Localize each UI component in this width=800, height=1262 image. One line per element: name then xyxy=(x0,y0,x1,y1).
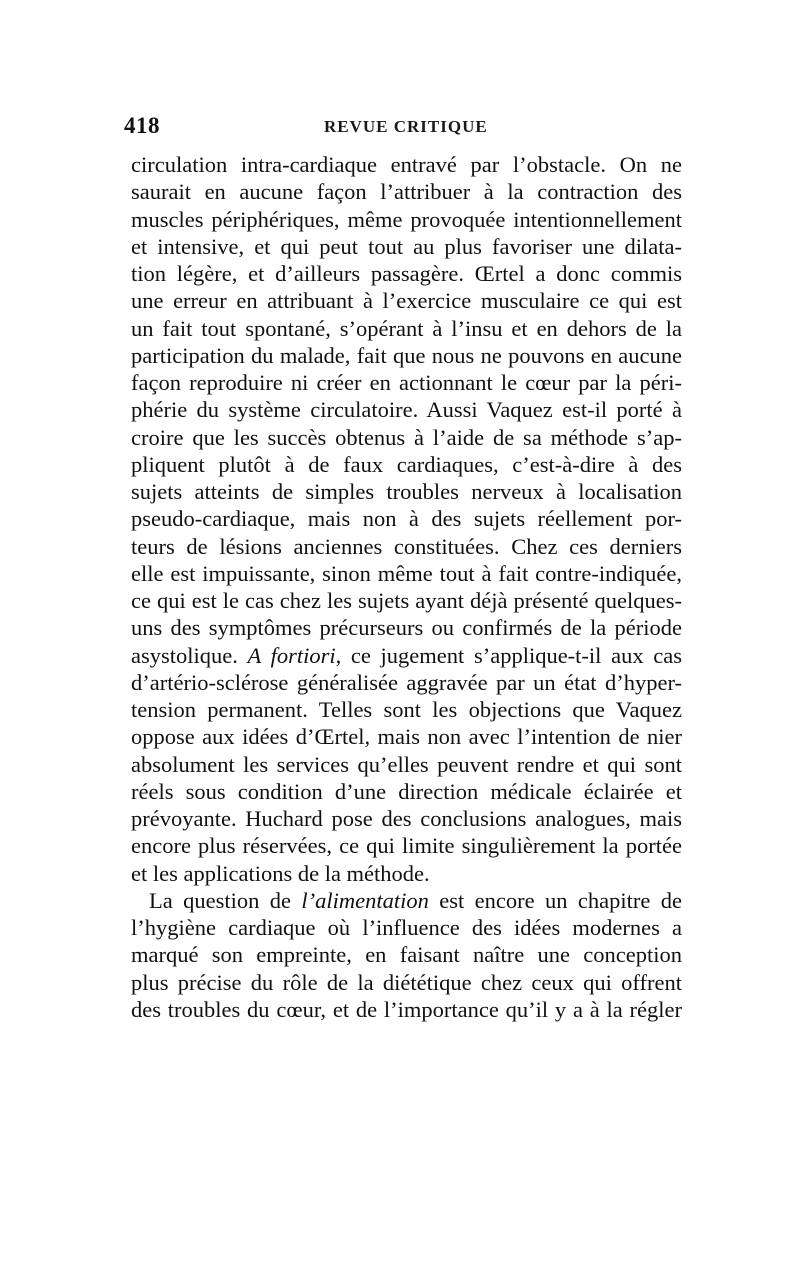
text-line: ce qui est le cas chez les sujets ayant déjà présenté quelques- xyxy=(131,588,682,613)
text-line: pseudo-cardiaque, mais non à des sujets réellement por- xyxy=(131,506,682,532)
italic-phrase: A fortiori xyxy=(247,642,336,668)
text-line: une erreur en attribuant à l’exercice musculaire ce qui est xyxy=(131,288,682,314)
text-line: et intensive, et qui peut tout au plus favoriser une dilata- xyxy=(131,233,682,259)
text-line: uns des symptômes précurseurs ou confirmés de la période xyxy=(131,615,682,641)
text-line: tension permanent. Telles sont les objections que Vaquez xyxy=(131,697,682,722)
text-line: réels sous condition d’une direction médicale éclairée et xyxy=(131,778,682,804)
text-line: absolument les services qu’elles peuvent rendre et qui sont xyxy=(131,751,682,777)
paragraph-start-line xyxy=(131,887,682,914)
text-line: pliquent plutôt à de faux cardiaques, c’est-à-dire à des xyxy=(131,451,682,477)
text-line: croire que les succès obtenus à l’aide de sa méthode s’ap- xyxy=(131,424,682,450)
text-line: circulation intra-cardiaque entravé par l’obstacle. On ne xyxy=(131,152,682,177)
text-run: est encore un chapitre de xyxy=(428,887,682,913)
body-text xyxy=(131,151,682,1023)
running-head xyxy=(124,112,680,140)
text-line: muscles périphériques, même provoquée intentionnellement xyxy=(131,206,682,232)
text-line: tion légère, et d’ailleurs passagère. Œrtel a donc commis xyxy=(131,261,682,286)
text-run: La question de xyxy=(149,887,302,913)
text-line: phérie du système circulatoire. Aussi Vaquez est-il porté à xyxy=(131,397,682,423)
text-line: l’hygiène cardiaque où l’influence des idées modernes a xyxy=(131,915,682,940)
text-line: participation du malade, fait que nous ne pouvons en aucune xyxy=(131,342,682,368)
text-line: prévoyante. Huchard pose des conclusions analogues, mais xyxy=(131,806,682,831)
text-line: façon reproduire ni créer en actionnant le cœur par la péri- xyxy=(131,370,682,395)
text-line: encore plus réservées, ce qui limite singulièrement la portée xyxy=(131,833,682,859)
text-line-with-italic xyxy=(131,642,682,669)
text-line: d’artério-sclérose généralisée aggravée par un état d’hyper- xyxy=(131,669,682,695)
text-line: teurs de lésions anciennes constituées. Chez ces derniers xyxy=(131,533,682,559)
text-line: sujets atteints de simples troubles nerveux à localisation xyxy=(131,479,682,504)
italic-phrase: l’alimentation xyxy=(301,887,429,913)
text-line: un fait tout spontané, s’opérant à l’insu et en dehors de la xyxy=(131,315,682,341)
text-line: plus précise du rôle de la diététique chez ceux qui offrent xyxy=(131,969,682,995)
page-number: 418 xyxy=(124,113,160,138)
text-line: oppose aux idées d’Œrtel, mais non avec l’intention de nier xyxy=(131,724,682,750)
text-line: elle est impuissante, sinon même tout à fait contre-indiquée, xyxy=(131,560,682,586)
text-run: asystolique. xyxy=(131,642,248,668)
text-run: , ce jugement s’applique-t-il aux cas xyxy=(335,642,682,668)
journal-title: REVUE CRITIQUE xyxy=(324,117,488,136)
text-line: des troubles du cœur, et de l’importance qu’il y a à la régler xyxy=(131,996,682,1022)
paragraph-end-line: et les applications de la méthode. xyxy=(131,860,430,886)
text-line: saurait en aucune façon l’attribuer à la contraction des xyxy=(131,179,682,205)
text-line: marqué son empreinte, en faisant naître une conception xyxy=(131,942,682,968)
